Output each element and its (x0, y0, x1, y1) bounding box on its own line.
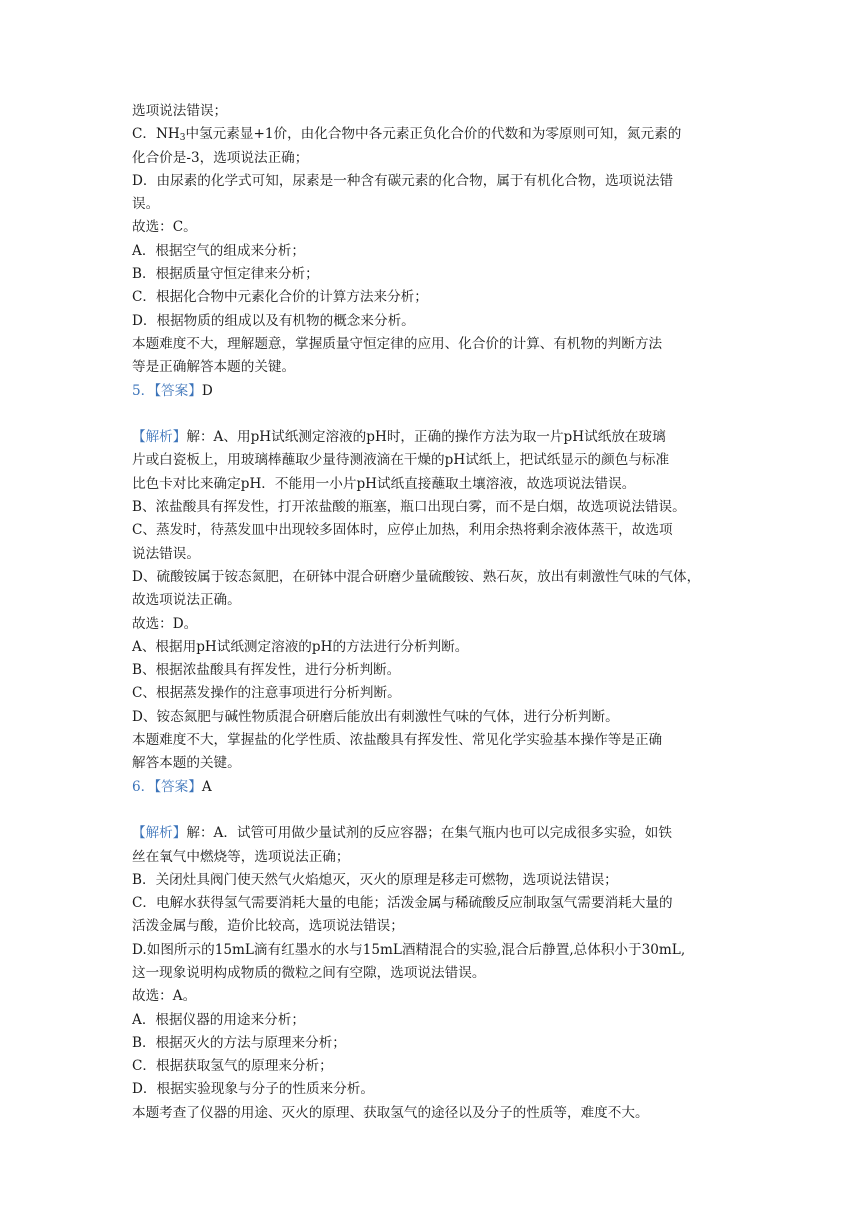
text-line: 故选项说法正确。 (132, 592, 241, 609)
text-line: C．电解水获得氢气需要消耗大量的电能；活泼金属与稀硫酸反应制取氢气需要消耗大量的 (132, 895, 673, 912)
analysis-first-line-6: 【解析】解：A．试管可用做少量试剂的反应容器；在集气瓶内也可以完成很多实验，如铁 (132, 825, 672, 842)
text-line: 故选：C。 (132, 219, 197, 236)
spacer (132, 799, 732, 822)
text-line: 等是正确解答本题的关键。 (132, 359, 296, 376)
text-line: D．根据实验现象与分子的性质来分析。 (132, 1081, 374, 1098)
analysis-first-line-5: 【解析】解：A、用pH试纸测定溶液的pH时，正确的操作方法为取一片pH试纸放在玻璃 (132, 429, 666, 446)
text-line: 误。 (132, 196, 160, 213)
text-line: B．根据灭火的方法与原理来分析； (132, 1034, 346, 1051)
text-line: C．$NH_3$中氢元素显+1价，由化合物中各元素正负化合价的代数和为零原则可知，氮元素的 (132, 126, 682, 144)
text-line: 本题考查了仪器的用途、灭火的原理、获取氢气的途径以及分子的性质等，难度不大。 (132, 1104, 649, 1121)
answer-value: A (201, 778, 212, 795)
text-line: 比色卡对比来确定pH．不能用一小片pH试纸直接蘸取土壤溶液，故选项说法错误。 (132, 475, 636, 492)
text-line: 解答本题的关键。 (132, 755, 241, 772)
text-line: 丝在氧气中燃烧等，选项说法正确； (132, 848, 350, 865)
text-line: 片或白瓷板上，用玻璃棒蘸取少量待测液滴在干燥的pH试纸上，把试纸显示的颜色与标准 (132, 452, 670, 469)
text-line: A、根据用pH试纸测定溶液的pH的方法进行分析判断。 (132, 638, 469, 655)
text-line: A．根据空气的组成来分析； (132, 242, 305, 259)
text-line: 本题难度不大，掌握盐的化学性质、浓盐酸具有挥发性、常见化学实验基本操作等是正确 (132, 732, 663, 749)
text-line: 故选：A。 (132, 988, 197, 1005)
text-line: 本题难度不大，理解题意，掌握质量守恒定律的应用、化合价的计算、有机物的判断方法 (132, 335, 663, 352)
text-line: B、浓盐酸具有挥发性，打开浓盐酸的瓶塞，瓶口出现白雾，而不是白烟，故选项说法错误。 (132, 499, 686, 516)
text-line: 说法错误。 (132, 545, 200, 562)
text-line: 这一现象说明构成物质的微粒之间有空隙，选项说法错误。 (132, 964, 486, 981)
text-line: B、根据浓盐酸具有挥发性，进行分析判断。 (132, 662, 401, 679)
analysis-label: 【解析】 (132, 429, 187, 446)
text-line: D、硫酸铵属于铵态氮肥，在研钵中混合研磨少量硫酸铵、熟石灰，放出有刺激性气味的气体， (132, 568, 701, 585)
text-line: C、蒸发时，待蒸发皿中出现较多固体时，应停止加热，利用余热将剩余液体蒸干，故选项 (132, 522, 673, 539)
text-line: D.如图所示的15mL滴有红墨水的水与15mL酒精混合的实验,混合后静置,总体积小于30mL, (132, 941, 686, 958)
text-line: A．根据仪器的用途来分析； (132, 1011, 305, 1028)
answer-heading-6 (132, 776, 732, 799)
answer-label: 6．【答案】 (132, 778, 202, 795)
text-line: D、铵态氮肥与碱性物质混合研磨后能放出有刺激性气味的气体，进行分析判断。 (132, 708, 619, 725)
spacer (132, 403, 732, 426)
text-line: C．根据化合物中元素化合价的计算方法来分析； (132, 289, 428, 306)
analysis-label: 【解析】 (132, 825, 187, 842)
answer-heading-5 (132, 380, 732, 403)
text-line: C．根据获取氢气的原理来分析； (132, 1058, 333, 1075)
text-line: D．由尿素的化学式可知，尿素是一种含有碳元素的化合物，属于有机化合物，选项说法错 (132, 172, 674, 189)
text-line: 选项说法错误； (132, 103, 228, 119)
text-line: 活泼金属与酸，造价比较高，选项说法错误； (132, 918, 404, 935)
text-line: B．根据质量守恒定律来分析； (132, 266, 319, 283)
text-line: 故选：D。 (132, 615, 198, 632)
answer-value: D (201, 382, 213, 399)
text-line: D．根据物质的组成以及有机物的概念来分析。 (132, 312, 415, 329)
text-line: B．关闭灶具阀门使天然气火焰熄灭，灭火的原理是移走可燃物，选项说法错误； (132, 871, 618, 888)
text-line: C、根据蒸发操作的注意事项进行分析判断。 (132, 685, 401, 702)
answer-label: 5．【答案】 (132, 382, 202, 399)
document-page (132, 100, 732, 1125)
subscript: 3 (179, 133, 186, 144)
text-line: 化合价是-3，选项说法正确； (132, 149, 309, 166)
